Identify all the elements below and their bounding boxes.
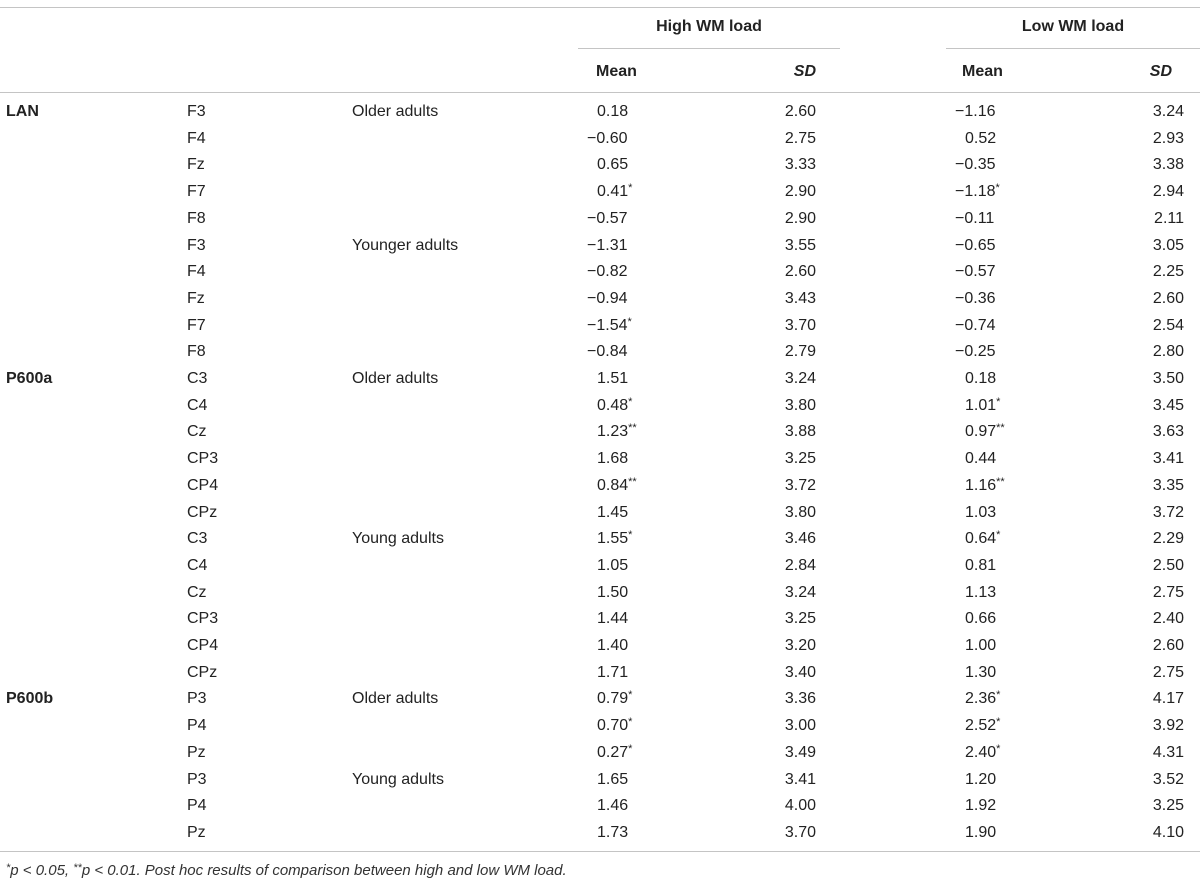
low-sd-value: 3.50 [1152,370,1184,387]
significance-mark: * [628,529,633,541]
low-mean-number: 0.52 [965,130,997,147]
high-sd-value: 2.75 [784,130,816,147]
low-mean-value [955,743,1000,763]
high-mean-number: 0.65 [597,156,629,173]
low-mean-value [955,449,996,469]
low-mean-number: 1.20 [965,771,997,788]
high-mean-number: −0.57 [587,210,628,227]
low-sd-value: 3.63 [1152,423,1184,440]
significance-mark: * [628,716,633,728]
low-mean-value [955,182,1000,202]
header-rule [0,92,1200,93]
high-sd-value: 3.70 [784,824,816,841]
low-mean-value [955,236,995,256]
electrode-label: CPz [187,504,218,521]
high-sd-value: 3.55 [784,237,816,254]
high-sd-value: 3.36 [784,690,816,707]
low-mean-value [955,316,995,336]
low-sd-value: 3.45 [1152,397,1184,414]
low-sd-value: 3.35 [1152,477,1184,494]
high-mean-number: 1.23 [597,423,629,440]
low-mean-number: 0.64 [965,530,997,547]
high-sd-value: 3.24 [784,584,816,601]
high-mean-value [587,342,627,362]
component-label: LAN [6,103,39,120]
footnote-mark-1: * [6,862,11,874]
low-mean-value [955,396,1000,416]
significance-mark: * [996,529,1001,541]
high-mean-value [587,422,637,442]
high-mean-header: Mean [596,63,637,80]
high-mean-number: 0.27 [597,744,629,761]
electrode-label: P3 [187,771,207,788]
high-mean-number: 1.44 [597,610,629,627]
low-mean-value [955,770,996,790]
high-mean-value [587,449,628,469]
low-mean-number: −0.36 [955,290,996,307]
significance-mark: * [628,689,633,701]
significance-mark: * [996,743,1001,755]
high-sd-value: 2.90 [784,183,816,200]
group-label: Younger adults [352,237,459,254]
high-mean-number: −0.82 [587,263,628,280]
electrode-label: Pz [187,824,206,841]
high-mean-number: −0.60 [587,130,628,147]
high-mean-number: −1.31 [587,237,628,254]
high-sd-value: 3.20 [784,637,816,654]
high-mean-number: 0.70 [597,717,629,734]
low-sd-value: 3.05 [1152,237,1184,254]
low-sd-value: 3.72 [1152,504,1184,521]
high-group-rule [578,48,840,49]
significance-mark: * [995,182,1000,194]
low-mean-value [955,369,996,389]
high-mean-number: 1.45 [597,504,629,521]
component-label: P600a [6,370,53,387]
high-sd-value: 3.25 [784,450,816,467]
low-mean-value [955,422,1005,442]
high-mean-value [587,262,627,282]
high-mean-value [587,556,628,576]
high-mean-value [587,823,628,843]
high-mean-number: 1.40 [597,637,629,654]
low-mean-value [955,476,1005,496]
group-label: Older adults [352,103,439,120]
low-mean-number: −0.74 [955,317,996,334]
low-mean-number: 1.13 [965,584,997,601]
high-mean-value [587,743,632,763]
significance-mark: ** [628,476,637,488]
group-label: Young adults [352,771,444,788]
low-mean-number: 2.40 [965,744,997,761]
high-mean-number: 1.50 [597,584,629,601]
electrode-label: F7 [187,183,206,200]
significance-mark: * [627,316,632,328]
high-mean-value [587,102,628,122]
high-mean-number: 1.51 [597,370,629,387]
high-mean-value [587,129,627,149]
low-sd-value: 4.31 [1152,744,1184,761]
significance-mark: ** [628,422,637,434]
high-mean-value [587,583,628,603]
high-mean-number: 0.48 [597,397,629,414]
high-sd-value: 2.84 [784,557,816,574]
top-rule [0,7,1200,8]
high-mean-value [587,182,632,202]
low-sd-value: 3.24 [1152,103,1184,120]
significance-mark: ** [996,476,1005,488]
high-sd-value: 4.00 [784,797,816,814]
low-mean-number: 1.92 [965,797,997,814]
low-mean-value [955,129,996,149]
electrode-label: F8 [187,343,206,360]
low-mean-number: 2.36 [965,690,997,707]
electrode-label: C4 [187,397,208,414]
footnote [6,858,567,881]
high-mean-number: 1.71 [597,664,629,681]
low-mean-value [955,342,995,362]
high-mean-value [587,369,628,389]
electrode-label: Cz [187,423,207,440]
high-mean-number: 0.79 [597,690,629,707]
high-mean-number: 0.18 [597,103,629,120]
high-mean-value [587,396,632,416]
low-sd-value: 2.50 [1152,557,1184,574]
electrode-label: F3 [187,237,206,254]
low-mean-number: 1.30 [965,664,997,681]
high-sd-value: 3.88 [784,423,816,440]
low-mean-header: Mean [962,63,1003,80]
low-mean-value [955,796,996,816]
low-sd-value: 2.25 [1152,263,1184,280]
low-mean-number: 0.44 [965,450,997,467]
low-sd-value: 3.25 [1152,797,1184,814]
low-mean-number: −0.35 [955,156,996,173]
low-mean-number: 2.52 [965,717,997,734]
significance-mark: * [996,716,1001,728]
high-mean-value [587,609,628,629]
high-mean-number: 1.68 [597,450,629,467]
high-sd-value: 3.24 [784,370,816,387]
high-sd-value: 3.80 [784,504,816,521]
high-sd-value: 2.79 [784,343,816,360]
low-sd-value: 2.54 [1152,317,1184,334]
high-sd-value: 3.49 [784,744,816,761]
low-mean-number: 1.00 [965,637,997,654]
low-sd-value: 3.41 [1152,450,1184,467]
high-sd-value: 2.90 [784,210,816,227]
low-sd-value: 2.94 [1152,183,1184,200]
low-mean-value [955,609,996,629]
high-sd-value: 3.00 [784,717,816,734]
component-label: P600b [6,690,54,707]
low-sd-value: 2.60 [1152,290,1184,307]
electrode-label: Pz [187,744,206,761]
electrode-label: C4 [187,557,208,574]
bottom-rule [0,851,1200,852]
low-mean-number: 1.16 [965,477,997,494]
high-mean-number: −0.94 [587,290,628,307]
low-group-rule [946,48,1200,49]
low-mean-value [955,102,995,122]
significance-mark: * [628,396,633,408]
high-sd-value: 2.60 [784,103,816,120]
high-mean-number: 1.46 [597,797,629,814]
electrode-label: F8 [187,210,206,227]
low-mean-number: 1.03 [965,504,997,521]
electrode-label: Fz [187,156,205,173]
low-mean-number: 1.90 [965,824,997,841]
low-sd-value: 3.52 [1152,771,1184,788]
low-wm-load-header: Low WM load [1021,18,1125,35]
low-sd-value: 2.80 [1152,343,1184,360]
low-sd-value: 2.29 [1152,530,1184,547]
low-mean-number: −1.18 [955,183,996,200]
low-sd-value: 2.40 [1152,610,1184,627]
electrode-label: F7 [187,317,206,334]
electrode-label: F4 [187,130,206,147]
low-sd-value: 3.92 [1152,717,1184,734]
low-sd-value: 3.38 [1152,156,1184,173]
high-sd-value: 3.43 [784,290,816,307]
low-mean-value [955,209,994,229]
high-mean-value [587,689,632,709]
electrode-label: C3 [187,530,208,547]
low-mean-number: 0.18 [965,370,997,387]
electrode-label: Fz [187,290,205,307]
electrode-label: CP3 [187,610,219,627]
low-sd-value: 2.75 [1152,584,1184,601]
high-sd-value: 3.40 [784,664,816,681]
low-mean-value [955,583,996,603]
high-mean-value [587,316,632,336]
low-sd-value: 2.93 [1152,130,1184,147]
high-wm-load-header: High WM load [656,18,762,35]
low-mean-value [955,155,995,175]
high-sd-value: 3.41 [784,771,816,788]
low-mean-value [955,636,996,656]
low-mean-value [955,556,996,576]
low-mean-number: 1.01 [965,397,997,414]
high-mean-number: 0.84 [597,477,629,494]
low-mean-number: −0.25 [955,343,996,360]
electrode-label: Cz [187,584,207,601]
high-mean-value [587,476,637,496]
low-sd-value: 2.60 [1152,637,1184,654]
high-sd-value: 3.72 [784,477,816,494]
electrode-label: P4 [187,717,207,734]
low-mean-number: 0.81 [965,557,997,574]
low-mean-number: 0.66 [965,610,997,627]
significance-mark: * [628,182,633,194]
footnote-text-2: p < 0.01. Post hoc results of comparison between high and low WM load. [81,862,567,879]
high-mean-value [587,529,632,549]
high-sd-header: SD [793,63,816,80]
low-mean-number: −0.57 [955,263,996,280]
low-mean-value [955,716,1000,736]
high-mean-value [587,503,628,523]
electrode-label: CPz [187,664,218,681]
significance-mark: ** [996,422,1005,434]
low-sd-value: 4.10 [1152,824,1184,841]
low-mean-number: −1.16 [955,103,996,120]
low-sd-value: 2.75 [1152,664,1184,681]
high-mean-value [587,636,628,656]
high-mean-value [587,796,628,816]
high-mean-number: 1.65 [597,771,629,788]
footnote-mark-2: ** [73,862,82,874]
group-label: Older adults [352,690,439,707]
low-mean-number: 0.97 [965,423,997,440]
low-mean-value [955,529,1000,549]
high-mean-value [587,236,627,256]
low-sd-value: 4.17 [1152,690,1184,707]
significance-mark: * [996,689,1001,701]
high-mean-value [587,209,627,229]
low-sd-value: 2.11 [1154,210,1184,227]
significance-mark: * [628,743,633,755]
low-mean-number: −0.65 [955,237,996,254]
high-sd-value: 3.46 [784,530,816,547]
low-mean-value [955,823,996,843]
high-mean-number: −0.84 [587,343,628,360]
low-sd-header: SD [1149,63,1172,80]
low-mean-value [955,503,996,523]
electrode-label: F3 [187,103,206,120]
low-mean-number: −0.11 [955,210,995,227]
high-sd-value: 3.33 [784,156,816,173]
high-sd-value: 3.70 [784,317,816,334]
high-mean-number: 1.05 [597,557,629,574]
high-sd-value: 2.60 [784,263,816,280]
electrode-label: F4 [187,263,206,280]
footnote-text-1: p < 0.05, [10,862,74,879]
significance-mark: * [996,396,1001,408]
electrode-label: CP4 [187,637,219,654]
high-mean-value [587,716,632,736]
electrode-label: CP3 [187,450,219,467]
group-label: Young adults [352,530,444,547]
low-mean-value [955,262,995,282]
high-mean-value [587,155,628,175]
low-mean-value [955,663,996,683]
low-mean-value [955,289,995,309]
electrode-label: P3 [187,690,207,707]
electrode-label: C3 [187,370,208,387]
group-label: Older adults [352,370,439,387]
high-mean-number: 1.73 [597,824,629,841]
electrode-label: P4 [187,797,207,814]
high-mean-number: 0.41 [597,183,629,200]
high-mean-value [587,663,628,683]
low-mean-value [955,689,1000,709]
high-sd-value: 3.25 [784,610,816,627]
high-mean-value [587,770,628,790]
high-mean-number: −1.54 [587,317,628,334]
high-mean-number: 1.55 [597,530,629,547]
electrode-label: CP4 [187,477,219,494]
high-mean-value [587,289,627,309]
high-sd-value: 3.80 [784,397,816,414]
